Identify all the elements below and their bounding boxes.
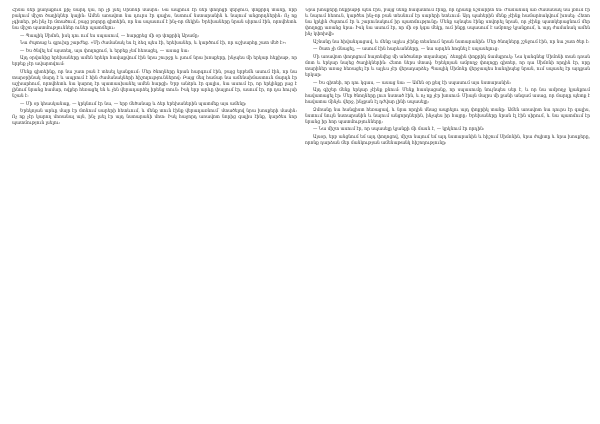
- paragraph: Այդ գիշեր մենք երկար չէինք քնում։ Մենք հասկացանք, որ սպասումը նույնպես սեր է, և որ նա ամբողջ կյանքում հավատացել էր։ Մեր ծնողները լուռ նստած էին, և ոչ ոք չէր խոսում։ Միայն մայրս մի քանի անգամ ասաց, որ մարդը պետք է հավատա մինչև վերջ, ինչքան էլ դժվար լինի սպասելը։: [305, 88, 590, 106]
- paragraph: Մենք գիտեինք, որ նա շատ բան է տեսել կյանքում։ Մեր ծնողները նրան հարգում էին, բայց երբեմն ասում էին, որ նա տարօրինակ մարդ է և ապրում է հին ժամանակների հիշողություններով։ Բայց մեզ համար նա ամենաիմաստուն մարդն էր աշխարհում, որովհետև նա կարող էր պատասխանել ամեն հարցի։ Երբ անձրև էր գալիս, նա ասում էր, որ երկինքը լաց է լինում նրանց համար, ովքեր հեռացել են և չեն վերադարձել իրենց տուն։ Իսկ երբ արևը փայլում էր, ասում էր, որ դա հույսի նշան է։: [12, 69, 297, 100]
- left-column: [12, 8, 297, 418]
- paragraph: Աշնանը նա հիվանդացավ, և մենք այլևս չէինք տեսնում նրան նստարանին։ Մեր ծնողները շշնջում էին, որ նա շատ ծեր է։: [313, 39, 590, 45]
- paragraph: Հիմա մեր քաղաքում քիչ մարդ կա, որ չի լսել Սիմոնի մասին։ Նա ապրում էր մեր փողոցի վերջում, փոքրիկ տանը, որի բակում միշտ ծաղիկներ կային։ Ամեն առավոտ նա դուրս էր գալիս, նստում նստարանին և նայում անցորդներին։ Ոչ ոք չգիտեր, թե ինչ էր մտածում, բայց բոլորը գիտեին, որ նա սպասում է ինչ-որ մեկին։ Երեխաները նրան սիրում էին, որովհետև նա միշտ պատմություններ ուներ պատմելու։: [12, 8, 297, 32]
- paragraph: — Ես գիտեի, որ դու կգաս, — ասաց նա։ — Ամեն օր քեզ էի սպասում այս նստարանին։: [313, 80, 512, 86]
- paragraph: — Շատ չի մնացել, — ասում էին հարևանները, — նա արդեն հոգնել է սպասելուց։: [313, 47, 499, 53]
- paragraph: Մի առավոտ փողոցում հայտնվեց մի անծանոթ տղամարդ՝ ձեռքին փոքրիկ ճամպրուկ։ Նա կանգնեց Սիմոնի տան դռան մոտ և երկար նայեց ծաղիկներին։ Հետո ներս մտավ։ Երեկոյան ամբողջ փողոցը գիտեր, որ դա Սիմոնի որդին էր, որը տարիներ առաջ հեռացել էր և այլևս չէր վերադարձել։ Պապիկ Սիմոնը վերջապես հանդիպեց նրան, ում սպասել էր այդքան երկար։: [305, 54, 590, 78]
- paragraph: Երեկոյան արևը մայր էր մտնում սարերի հետևում, և մենք տուն էինք վերադառնում՝ մտածելով նրա խոսքերի մասին։ Ոչ ոք չէր կարող մոռանալ այն, ինչ լսել էր այդ նստարանի մոտ։ Իսկ հաջորդ առավոտ նորից գալիս էինք, կարծես նոր պատմություն լսելու։: [12, 109, 297, 127]
- paragraph: Նրա խոսքերը հեքիաթի պես էին, բայց մենք հավատում էինք, որ դրանք ճշմարիտ են։ Ժամանակ առ ժամանակ նա լռում էր և նայում հեռուն, կարծես ինչ-որ բան տեսնում էր սարերի ետևում։ Այդ պահերին մենք չէինք համարձակվում խոսել։ Հետո նա կրկին ժպտում էր և շարունակում իր պատմությունը։ Մենք այնպես էինք սովորել նրան, որ չէինք պատկերացնում մեր փողոցը առանց նրա։ Իսկ նա ասում էր, որ մի օր կգա մեկը, ում ինքը սպասում է ամբողջ կյանքում, և այդ ժամանակ ամեն ինչ կփոխվի։: [305, 8, 590, 38]
- paragraph: — Պապիկ Սիմոն, իսկ դու ում ես սպասում, — հարցրեց մի օր փոքրիկ Արամը։: [20, 33, 200, 39]
- right-column: [305, 8, 590, 418]
- paragraph: — Մի օր կհասկանաք, — կրկնում էր նա, — երբ մեծանաք և ձեր երեխաներին պատմեք այս ամենը։: [20, 101, 247, 107]
- paragraph: Այդ օրվանից երեխաները ամեն երեկո հավաքվում էին նրա շուրջը և լսում նրա խոսքերը, ինչպես մի երկար հեքիաթ, որ երբեք չէր ավարտվում։: [12, 56, 297, 68]
- text-columns: [12, 8, 590, 418]
- paragraph: — Ես ծնվել եմ այստեղ, այս փողոցում, և երբեք չեմ հեռացել, — ասաց նա։: [20, 48, 190, 54]
- paragraph: — Նա միշտ ասում էր, որ սպասելը կյանքի մի մասն է, — կրկնում էր որդին։: [313, 127, 485, 133]
- paragraph: Ձմռանը նա հանգիստ հեռացավ, և նրա որդին մնաց ապրելու այդ փոքրիկ տանը։ Ամեն առավոտ նա դուրս էր գալիս, նստում նույն նստարանին և նայում անցորդներին, ինչպես իր հայրը։ Երեխաները նրան էլ էին սիրում, և նա պատմում էր նրանց իր հոր պատմությունները։: [305, 107, 590, 125]
- paragraph: Նա ժպտաց և գլուխը շարժեց. «Մի ժամանակ ես էլ ձեզ պես էի, երեխաներ, և կարծում էի, որ աշխարհը շատ մեծ է»։: [20, 41, 287, 47]
- paragraph: Այսօր, երբ անցնում եմ այդ փողոցով, միշտ նայում եմ այդ նստարանին և հիշում Սիմոնին, նրա ժպիտը և նրա խոսքերը, որոնք դարձան մեր մանկության ամենաթանկ հիշողությունը։: [305, 134, 590, 146]
